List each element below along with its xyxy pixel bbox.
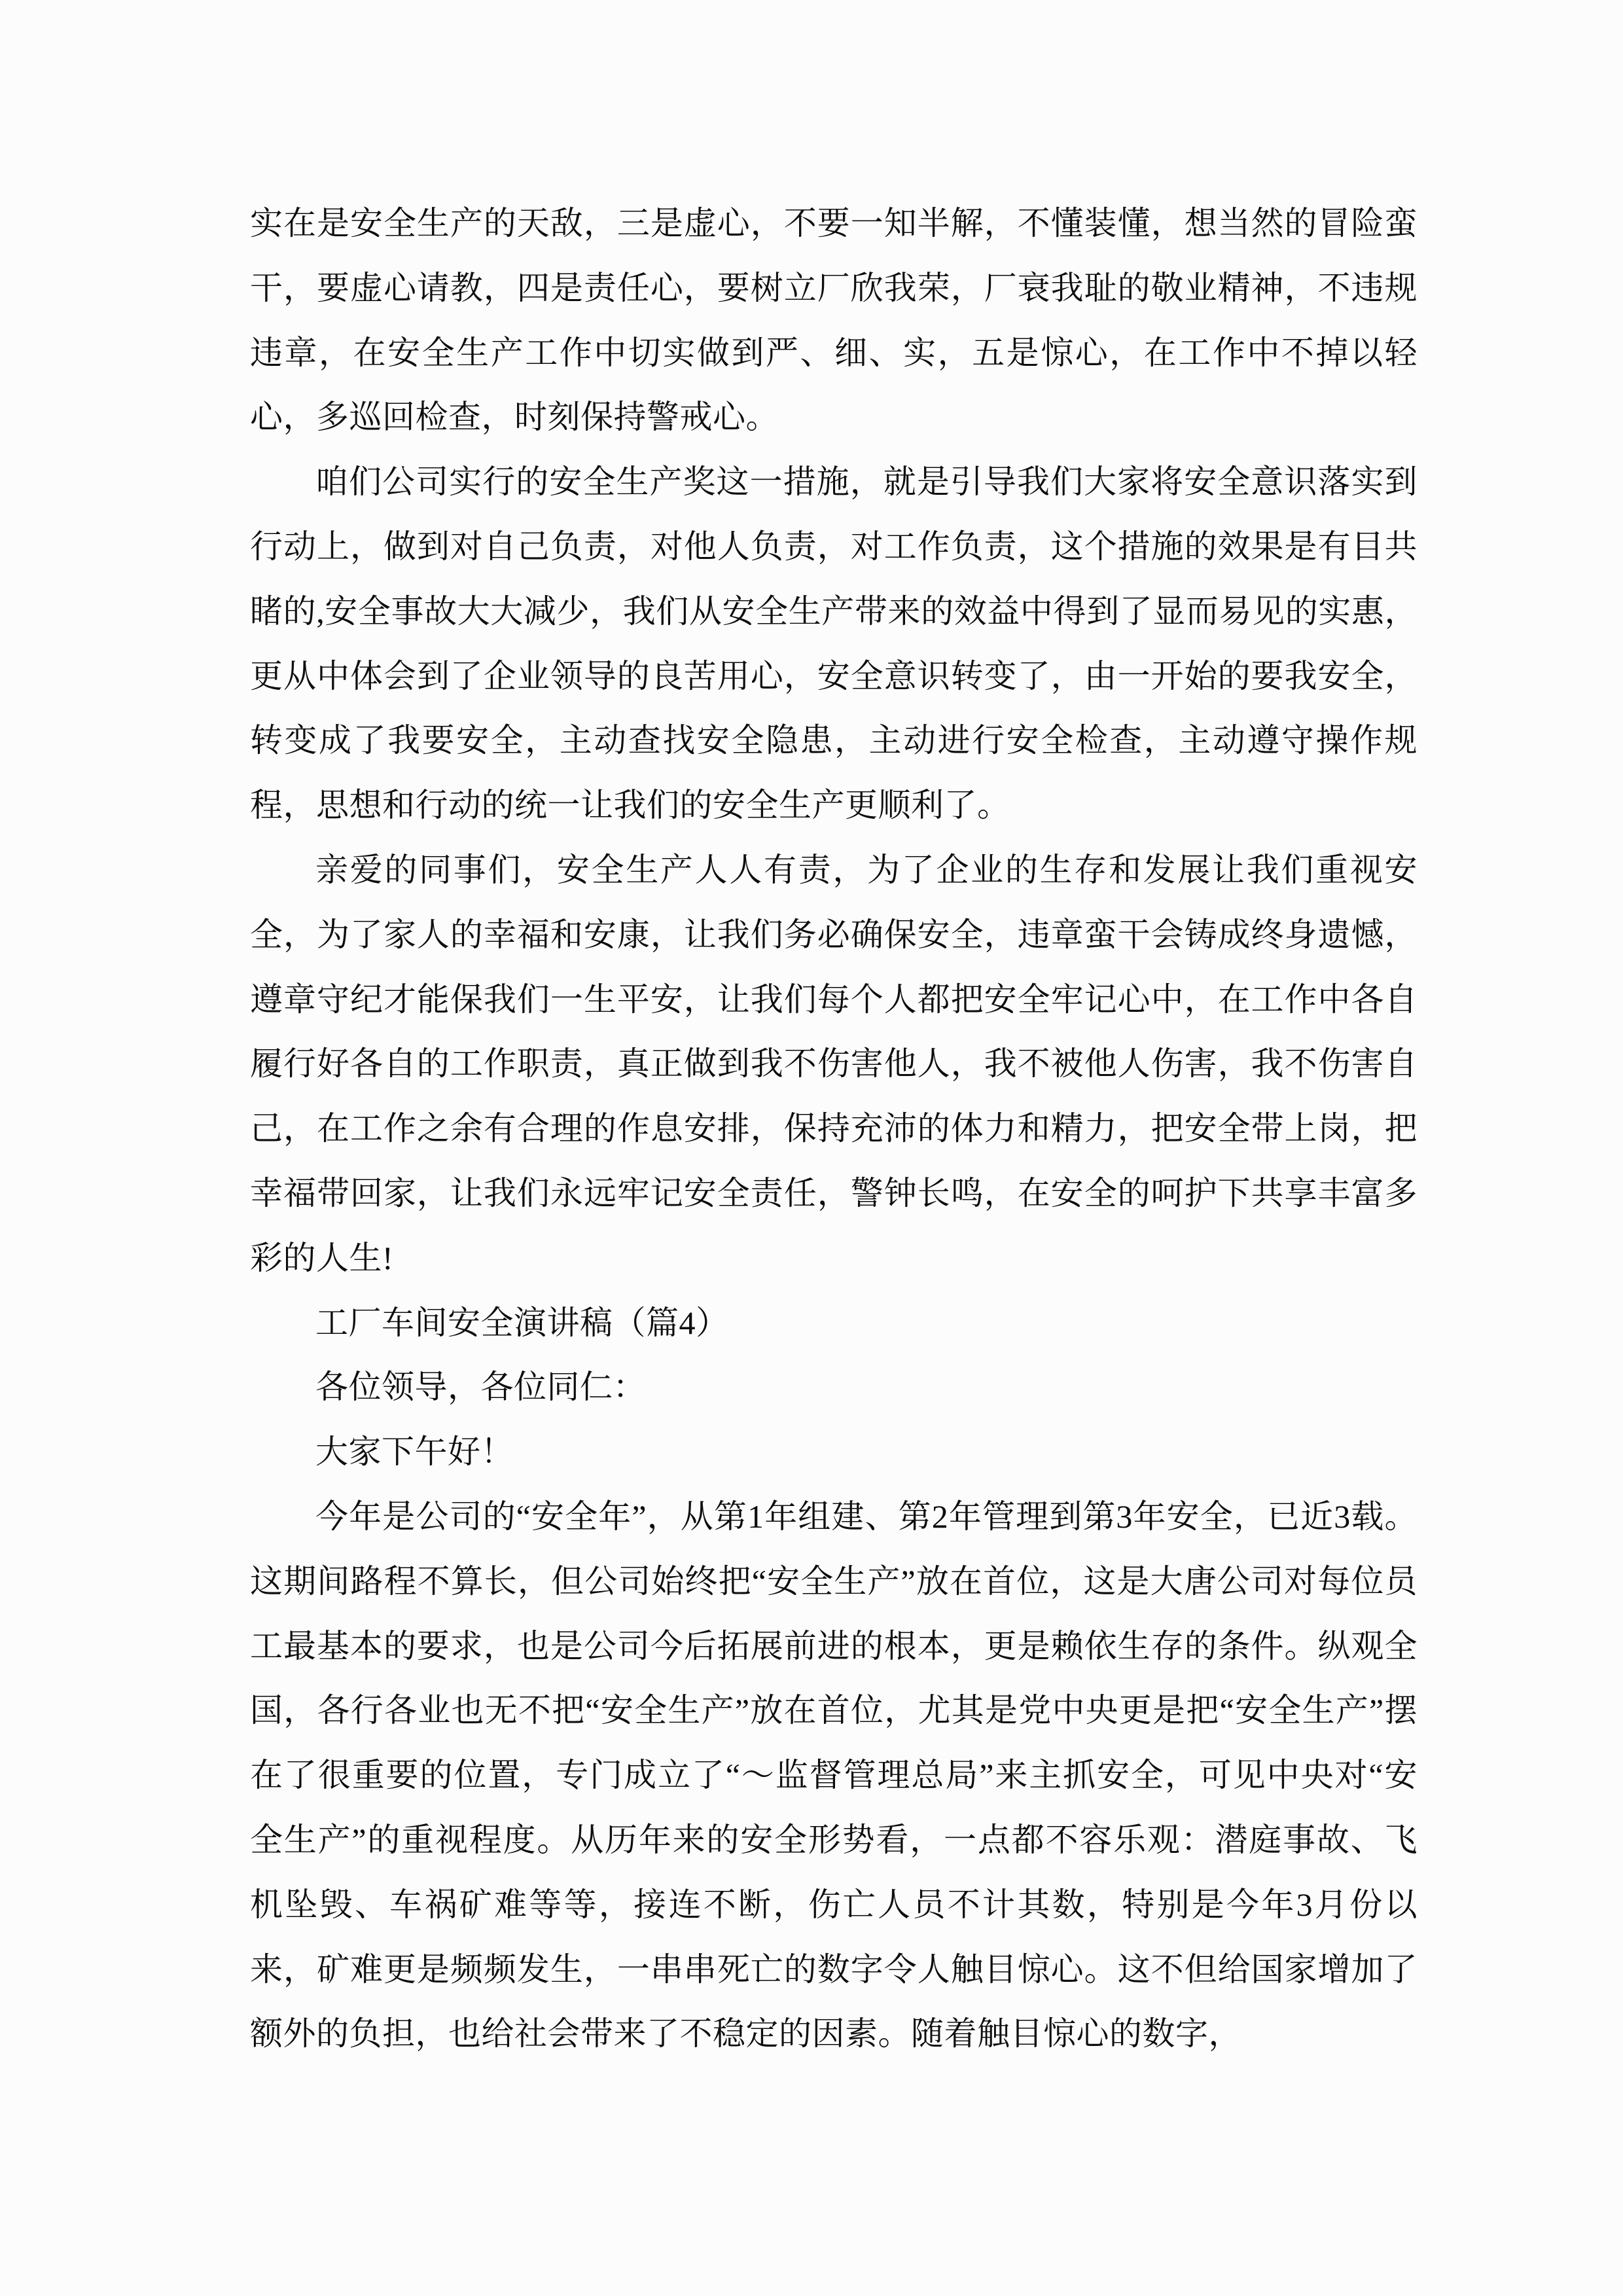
- document-content: [250, 191, 1418, 2066]
- section-title: 工厂车间安全演讲稿（篇4）: [315, 1304, 729, 1341]
- paragraph: 咱们公司实行的安全生产奖这一措施，就是引导我们大家将安全意识落实到行动上，做到对自己负责，对他人负责，对工作负责，这个措施的效果是有目共睹的,安全事故大大减少，我们从安全生产带来的效益中得到了显而易见的实惠，更从中体会到了企业领导的良苦用心，安全意识转变了，由一开始的要我安全，转变成了我要安全，主动查找安全隐患，主动进行安全检查，主动遵守操作规程，思想和行动的统一让我们的安全生产更顺利了。: [250, 463, 1418, 824]
- salutation-line: 各位领导，各位同仁：: [315, 1369, 646, 1406]
- greeting-line: 大家下午好！: [315, 1433, 514, 1471]
- paragraph-continuation: 实在是安全生产的天敌，三是虚心，不要一知半解，不懂装懂，想当然的冒险蛮干，要虚心请教，四是责任心，要树立厂欣我荣，厂衰我耻的敬业精神，不违规违章，在安全生产工作中切实做到严、细、实，五是惊心，在工作中不掉以轻心，多巡回检查，时刻保持警戒心。: [250, 205, 1418, 436]
- paragraph: 亲爱的同事们，安全生产人人有责，为了企业的生存和发展让我们重视安全，为了家人的幸福和安康，让我们务必确保安全，违章蛮干会铸成终身遗憾，遵章守纪才能保我们一生平安，让我们每个人都把安全牢记心中，在工作中各自履行好各自的工作职责，真正做到我不伤害他人，我不被他人伤害，我不伤害自己，在工作之余有合理的作息安排，保持充沛的体力和精力，把安全带上岗，把幸福带回家，让我们永远牢记安全责任，警钟长鸣，在安全的呵护下共享丰富多彩的人生!: [250, 851, 1418, 1276]
- paragraph: 今年是公司的“安全年”，从第1年组建、第2年管理到第3年安全，已近3载。这期间路程不算长，但公司始终把“安全生产”放在首位，这是大唐公司对每位员工最基本的要求，也是公司今后拓展前进的根本，更是赖依生存的条件。纵观全国，各行各业也无不把“安全生产”放在首位，尤其是党中央更是把“安全生产”摆在了很重要的位置，专门成立了“～监督管理总局”来主抓安全，可见中央对“安全生产”的重视程度。从历年来的安全形势看，一点都不容乐观：潜庭事故、飞机坠毁、车祸矿难等等，接连不断，伤亡人员不计其数，特别是今年3月份以来，矿难更是频频发生，一串串死亡的数字令人触目惊心。这不但给国家增加了额外的负担，也给社会带来了不稳定的因素。随着触目惊心的数字，: [250, 1498, 1418, 2053]
